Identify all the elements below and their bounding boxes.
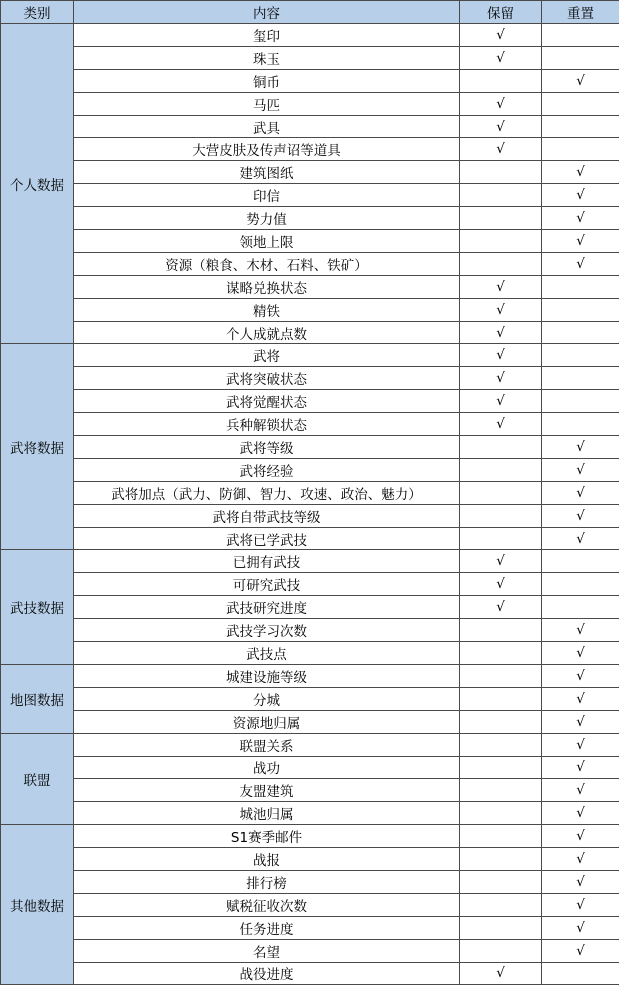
table-row <box>1 321 619 344</box>
keep-mark-cell: √ <box>460 275 542 298</box>
table-row <box>1 596 619 619</box>
reset-mark-cell: √ <box>542 161 619 184</box>
reset-mark-cell <box>542 367 619 390</box>
table-row <box>1 413 619 436</box>
keep-mark-cell <box>460 504 542 527</box>
reset-mark-cell: √ <box>542 779 619 802</box>
keep-mark-cell: √ <box>460 596 542 619</box>
reset-mark-cell: √ <box>542 481 619 504</box>
keep-mark-cell <box>460 458 542 481</box>
content-cell: 已拥有武技 <box>74 550 460 573</box>
keep-mark-cell: √ <box>460 24 542 47</box>
content-cell: 武技研究进度 <box>74 596 460 619</box>
table-row <box>1 870 619 893</box>
content-cell: 大营皮肤及传声诏等道具 <box>74 138 460 161</box>
reset-mark-cell <box>542 596 619 619</box>
reset-mark-cell: √ <box>542 207 619 230</box>
table-row <box>1 802 619 825</box>
keep-mark-cell <box>460 870 542 893</box>
reset-mark-cell: √ <box>542 619 619 642</box>
reset-mark-cell <box>542 962 619 985</box>
content-cell: 玺印 <box>74 24 460 47</box>
category-cell: 武将数据 <box>1 344 74 550</box>
category-cell: 联盟 <box>1 733 74 825</box>
reset-mark-cell: √ <box>542 687 619 710</box>
content-cell: 武将等级 <box>74 436 460 459</box>
content-cell: 武具 <box>74 115 460 138</box>
reset-mark-cell <box>542 573 619 596</box>
table-row <box>1 527 619 550</box>
table-row <box>1 550 619 573</box>
reset-mark-cell: √ <box>542 825 619 848</box>
table-row <box>1 46 619 69</box>
reset-mark-cell <box>542 298 619 321</box>
category-cell: 个人数据 <box>1 24 74 344</box>
reset-mark-cell: √ <box>542 733 619 756</box>
reset-mark-cell <box>542 321 619 344</box>
table-row <box>1 825 619 848</box>
table-row <box>1 344 619 367</box>
keep-mark-cell <box>460 687 542 710</box>
table-row <box>1 138 619 161</box>
table-row <box>1 230 619 253</box>
category-cell: 其他数据 <box>1 825 74 985</box>
reset-mark-cell <box>542 550 619 573</box>
reset-mark-cell: √ <box>542 756 619 779</box>
table-row <box>1 573 619 596</box>
keep-mark-cell: √ <box>460 367 542 390</box>
keep-mark-cell <box>460 481 542 504</box>
table-row <box>1 161 619 184</box>
content-cell: 建筑图纸 <box>74 161 460 184</box>
table-row <box>1 481 619 504</box>
content-cell: 珠玉 <box>74 46 460 69</box>
keep-mark-cell: √ <box>460 115 542 138</box>
reset-mark-cell: √ <box>542 870 619 893</box>
table-row <box>1 939 619 962</box>
keep-mark-cell: √ <box>460 390 542 413</box>
content-cell: S1赛季邮件 <box>74 825 460 848</box>
keep-mark-cell <box>460 252 542 275</box>
table-row <box>1 24 619 47</box>
content-cell: 武将已学武技 <box>74 527 460 550</box>
content-cell: 武将自带武技等级 <box>74 504 460 527</box>
table-row <box>1 710 619 733</box>
keep-mark-cell <box>460 230 542 253</box>
content-cell: 武技学习次数 <box>74 619 460 642</box>
table-row <box>1 367 619 390</box>
table-row <box>1 207 619 230</box>
reset-mark-cell: √ <box>542 802 619 825</box>
keep-mark-cell: √ <box>460 962 542 985</box>
content-cell: 印信 <box>74 184 460 207</box>
reset-mark-cell: √ <box>542 848 619 871</box>
table-row <box>1 664 619 687</box>
table-row <box>1 458 619 481</box>
content-cell: 马匹 <box>74 92 460 115</box>
table-row <box>1 916 619 939</box>
reset-mark-cell: √ <box>542 642 619 665</box>
keep-mark-cell <box>460 642 542 665</box>
reset-mark-cell <box>542 390 619 413</box>
content-cell: 精铁 <box>74 298 460 321</box>
reset-mark-cell <box>542 138 619 161</box>
content-cell: 排行榜 <box>74 870 460 893</box>
keep-mark-cell <box>460 619 542 642</box>
reset-mark-cell: √ <box>542 710 619 733</box>
keep-mark-cell <box>460 69 542 92</box>
keep-mark-cell <box>460 436 542 459</box>
reset-mark-cell: √ <box>542 436 619 459</box>
keep-mark-cell: √ <box>460 573 542 596</box>
reset-mark-cell: √ <box>542 893 619 916</box>
table-row <box>1 893 619 916</box>
reset-mark-cell: √ <box>542 184 619 207</box>
reset-mark-cell: √ <box>542 252 619 275</box>
keep-mark-cell: √ <box>460 321 542 344</box>
keep-mark-cell <box>460 710 542 733</box>
reset-mark-cell: √ <box>542 939 619 962</box>
reset-mark-cell: √ <box>542 527 619 550</box>
table-row <box>1 848 619 871</box>
header-keep: 保留 <box>460 1 542 24</box>
keep-mark-cell <box>460 779 542 802</box>
content-cell: 名望 <box>74 939 460 962</box>
keep-mark-cell <box>460 527 542 550</box>
content-cell: 资源地归属 <box>74 710 460 733</box>
reset-mark-cell <box>542 46 619 69</box>
reset-mark-cell: √ <box>542 69 619 92</box>
table-row <box>1 733 619 756</box>
category-cell: 武技数据 <box>1 550 74 664</box>
reset-mark-cell <box>542 24 619 47</box>
reset-mark-cell <box>542 413 619 436</box>
keep-mark-cell <box>460 825 542 848</box>
keep-mark-cell <box>460 916 542 939</box>
keep-mark-cell <box>460 664 542 687</box>
table-row <box>1 92 619 115</box>
reset-mark-cell: √ <box>542 504 619 527</box>
content-cell: 城建设施等级 <box>74 664 460 687</box>
table-row <box>1 252 619 275</box>
content-cell: 分城 <box>74 687 460 710</box>
keep-mark-cell <box>460 939 542 962</box>
table-row <box>1 69 619 92</box>
reset-mark-cell <box>542 115 619 138</box>
table-row <box>1 687 619 710</box>
table-row <box>1 642 619 665</box>
content-cell: 城池归属 <box>74 802 460 825</box>
table-row <box>1 619 619 642</box>
reset-mark-cell: √ <box>542 664 619 687</box>
content-cell: 铜币 <box>74 69 460 92</box>
content-cell: 资源（粮食、木材、石料、铁矿） <box>74 252 460 275</box>
keep-mark-cell: √ <box>460 344 542 367</box>
keep-mark-cell <box>460 756 542 779</box>
content-cell: 战役进度 <box>74 962 460 985</box>
keep-mark-cell <box>460 184 542 207</box>
keep-mark-cell <box>460 848 542 871</box>
table-row <box>1 504 619 527</box>
table-row <box>1 436 619 459</box>
keep-mark-cell: √ <box>460 138 542 161</box>
content-cell: 友盟建筑 <box>74 779 460 802</box>
keep-mark-cell <box>460 161 542 184</box>
table-row <box>1 779 619 802</box>
keep-mark-cell <box>460 802 542 825</box>
keep-mark-cell: √ <box>460 298 542 321</box>
content-cell: 谋略兑换状态 <box>74 275 460 298</box>
content-cell: 兵种解锁状态 <box>74 413 460 436</box>
content-cell: 武将经验 <box>74 458 460 481</box>
header-content: 内容 <box>74 1 460 24</box>
content-cell: 战报 <box>74 848 460 871</box>
header-category: 类别 <box>1 1 74 24</box>
reset-mark-cell <box>542 92 619 115</box>
category-cell: 地图数据 <box>1 664 74 733</box>
content-cell: 可研究武技 <box>74 573 460 596</box>
reset-mark-cell: √ <box>542 916 619 939</box>
table-row <box>1 184 619 207</box>
content-cell: 武技点 <box>74 642 460 665</box>
table-row <box>1 962 619 985</box>
content-cell: 领地上限 <box>74 230 460 253</box>
table-row <box>1 115 619 138</box>
content-cell: 任务进度 <box>74 916 460 939</box>
content-cell: 势力值 <box>74 207 460 230</box>
content-cell: 武将突破状态 <box>74 367 460 390</box>
keep-mark-cell <box>460 893 542 916</box>
keep-mark-cell: √ <box>460 550 542 573</box>
content-cell: 战功 <box>74 756 460 779</box>
content-cell: 武将加点（武力、防御、智力、攻速、政治、魅力） <box>74 481 460 504</box>
header-row <box>1 1 619 24</box>
table-row <box>1 756 619 779</box>
reset-mark-cell: √ <box>542 458 619 481</box>
reset-mark-cell <box>542 344 619 367</box>
keep-mark-cell: √ <box>460 413 542 436</box>
table-row <box>1 298 619 321</box>
content-cell: 赋税征收次数 <box>74 893 460 916</box>
table-row <box>1 275 619 298</box>
reset-mark-cell <box>542 275 619 298</box>
keep-mark-cell <box>460 207 542 230</box>
content-cell: 个人成就点数 <box>74 321 460 344</box>
content-cell: 武将觉醒状态 <box>74 390 460 413</box>
reset-mark-cell: √ <box>542 230 619 253</box>
content-cell: 武将 <box>74 344 460 367</box>
keep-mark-cell: √ <box>460 92 542 115</box>
table-body <box>1 24 619 985</box>
header-reset: 重置 <box>542 1 619 24</box>
content-cell: 联盟关系 <box>74 733 460 756</box>
keep-mark-cell: √ <box>460 46 542 69</box>
keep-mark-cell <box>460 733 542 756</box>
table-row <box>1 390 619 413</box>
